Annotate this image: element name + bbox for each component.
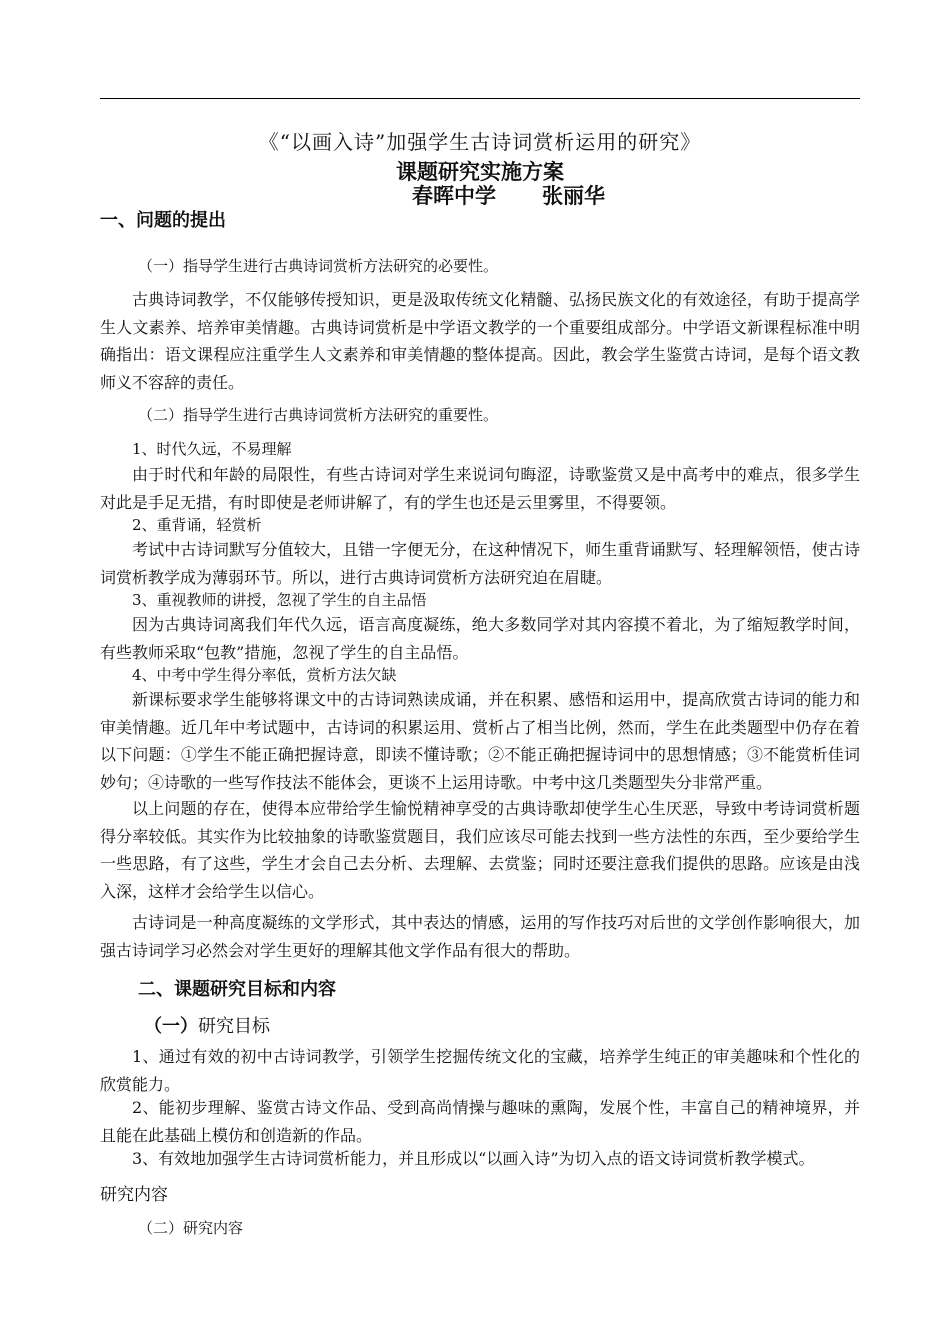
goal-1: 1、通过有效的初中古诗词教学，引领学生挖掘传统文化的宝藏，培养学生纯正的审美趣味和个性化的欣赏能力。 [100, 1047, 860, 1094]
document-title: 《“以画入诗”加强学生古诗词赏析运用的研究》 [258, 130, 702, 154]
final-paragraph: 古诗词是一种高度凝练的文学形式，其中表达的情感，运用的写作技巧对后世的文学创作影响很大，加强古诗词学习必然会对学生更好的理解其他文学作品有很大的帮助。 [100, 913, 860, 960]
document-subtitle: 课题研究实施方案 [396, 160, 564, 184]
header-rule [100, 98, 860, 99]
section2-heading: 二、课题研究目标和内容 [138, 979, 336, 1000]
section2-sub1-text: 研究目标 [198, 1016, 270, 1037]
section2-sub2: （二）研究内容 [138, 1219, 244, 1237]
section2-sub1 [144, 1012, 270, 1038]
summary-paragraph: 以上问题的存在，使得本应带给学生愉悦精神享受的古典诗歌却使学生心生厌恶，导致中考诗词赏析题得分率较低。其实作为比较抽象的诗歌鉴赏题目，我们应该尽可能去找到一些方法性的东西，至少要给学生一些思路，有了这些，学生才会自己去分析、去理解、去赏鉴；同时还要注意我们提供的思路。应该是由浅入深，这样才会给学生以信心。 [100, 799, 860, 901]
item4-body: 新课标要求学生能够将课文中的古诗词熟读成诵，并在积累、感悟和运用中，提高欣赏古诗词的能力和审美情趣。近几年中考试题中，古诗词的积累运用、赏析占了相当比例，然而，学生在此类题型中仍存在着以下问题：①学生不能正确把握诗意，即读不懂诗歌；②不能正确把握诗词中的思想情感；③不能赏析佳词妙句；④诗歌的一些写作技法不能体会，更谈不上运用诗歌。中考中这几类题型失分非常严重。 [100, 690, 860, 792]
item3-title: 3、重视教师的讲授，忽视了学生的自主品悟 [132, 591, 427, 609]
section1-sub1: （一）指导学生进行古典诗词赏析方法研究的必要性。 [138, 257, 499, 275]
research-content-label: 研究内容 [100, 1185, 168, 1205]
item3-body: 因为古典诗词离我们年代久远，语言高度凝练，绝大多数同学对其内容摸不着北，为了缩短教学时间，有些教师采取“包教”措施，忽视了学生的自主品悟。 [100, 615, 860, 662]
section1-heading: 一、问题的提出 [100, 210, 226, 231]
author-name: 张丽华 [542, 184, 605, 208]
author-line [412, 180, 605, 210]
section2-sub1-prefix: （一） [144, 1016, 198, 1037]
item2-body: 考试中古诗词默写分值较大，且错一字便无分，在这种情况下，师生重背诵默写、轻理解领悟，使古诗词赏析教学成为薄弱环节。所以，进行古典诗词赏析方法研究迫在眉睫。 [100, 540, 860, 587]
section1-sub2: （二）指导学生进行古典诗词赏析方法研究的重要性。 [138, 406, 499, 424]
item4-title: 4、中考中学生得分率低，赏析方法欠缺 [132, 666, 397, 684]
item2-title: 2、重背诵，轻赏析 [132, 516, 262, 534]
section1-para1: 古典诗词教学，不仅能够传授知识，更是汲取传统文化精髓、弘扬民族文化的有效途径，有助于提高学生人文素养、培养审美情趣。古典诗词赏析是中学语文教学的一个重要组成部分。中学语文新课程标准中明确指出：语文课程应注重学生人文素养和审美情趣的整体提高。因此，教会学生鉴赏古诗词，是每个语文教师义不容辞的责任。 [100, 290, 860, 392]
goal-2: 2、能初步理解、鉴赏古诗文作品、受到高尚情操与趣味的熏陶，发展个性，丰富自己的精神境界，并且能在此基础上模仿和创造新的作品。 [100, 1098, 860, 1145]
author-school: 春晖中学 [412, 184, 496, 208]
item1-title: 1、时代久远，不易理解 [132, 440, 292, 458]
goal-3: 3、有效地加强学生古诗词赏析能力，并且形成以“以画入诗”为切入点的语文诗词赏析教学模式。 [132, 1149, 815, 1168]
item1-body: 由于时代和年龄的局限性，有些古诗词对学生来说词句晦涩，诗歌鉴赏又是中高考中的难点，很多学生对此是手足无措，有时即使是老师讲解了，有的学生也还是云里雾里，不得要领。 [100, 465, 860, 512]
